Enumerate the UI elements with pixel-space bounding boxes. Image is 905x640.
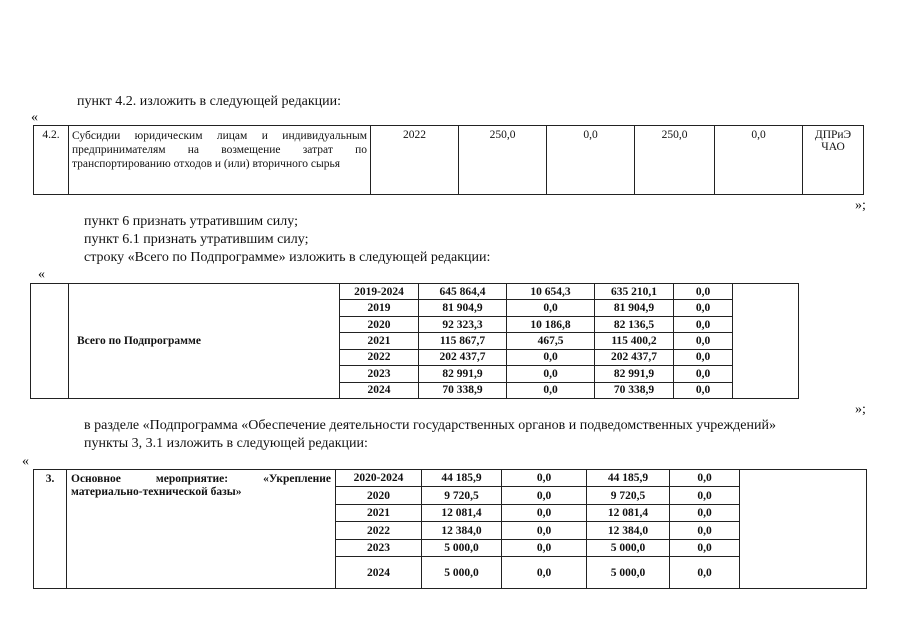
cell-total: 9 720,5	[422, 487, 502, 504]
cell-federal: 0,0	[507, 382, 595, 398]
cell-other: 0,0	[674, 284, 733, 300]
table-subprogram-total	[30, 283, 799, 399]
cell-other: 0,0	[674, 366, 733, 382]
cell-federal: 467,5	[507, 333, 595, 349]
cell-total: 115 867,7	[419, 333, 507, 349]
empty-cell	[740, 470, 867, 589]
row-number: 3.	[34, 470, 67, 589]
paragraph-p1: пункт 4.2. изложить в следующей редакции:	[77, 94, 341, 109]
cell-total: 12 081,4	[422, 504, 502, 521]
cell-other: 0,0	[715, 126, 803, 195]
cell-other: 0,0	[670, 504, 740, 521]
cell-total: 645 864,4	[419, 284, 507, 300]
open-quote-1: «	[31, 110, 38, 125]
cell-regional: 5 000,0	[587, 539, 670, 556]
cell-total: 81 904,9	[419, 300, 507, 316]
open-quote-2: «	[38, 267, 45, 282]
cell-federal: 0,0	[507, 366, 595, 382]
cell-federal: 0,0	[502, 487, 587, 504]
cell-period: 2020	[336, 487, 422, 504]
cell-regional: 81 904,9	[595, 300, 674, 316]
cell-period: 2021	[336, 504, 422, 521]
cell-federal: 10 654,3	[507, 284, 595, 300]
cell-regional: 12 384,0	[587, 522, 670, 539]
cell-federal: 0,0	[502, 470, 587, 487]
cell-other: 0,0	[670, 557, 740, 589]
cell-federal: 10 186,8	[507, 316, 595, 332]
table-4-2	[33, 125, 864, 195]
paragraph-p6: пункты 3, 3.1 изложить в следующей редакции:	[84, 436, 368, 451]
cell-regional: 82 991,9	[595, 366, 674, 382]
cell-federal: 0,0	[502, 522, 587, 539]
open-quote-3: «	[22, 454, 29, 469]
cell-other: 0,0	[670, 539, 740, 556]
cell-total: 202 437,7	[419, 349, 507, 365]
cell-total: 70 338,9	[419, 382, 507, 398]
cell-period: 2022	[340, 349, 419, 365]
cell-total: 82 991,9	[419, 366, 507, 382]
cell-total: 5 000,0	[422, 539, 502, 556]
cell-other: 0,0	[674, 316, 733, 332]
cell-other: 0,0	[674, 333, 733, 349]
empty-cell	[733, 284, 799, 399]
paragraph-p2: пункт 6 признать утратившим силу;	[84, 214, 298, 229]
cell-federal: 0,0	[507, 300, 595, 316]
cell-other: 0,0	[670, 487, 740, 504]
cell-regional: 5 000,0	[587, 557, 670, 589]
cell-regional: 202 437,7	[595, 349, 674, 365]
cell-other: 0,0	[674, 300, 733, 316]
cell-federal: 0,0	[502, 504, 587, 521]
cell-period: 2023	[340, 366, 419, 382]
row-label: Всего по Подпрограмме	[69, 284, 340, 399]
cell-regional: 250,0	[635, 126, 715, 195]
cell-regional: 70 338,9	[595, 382, 674, 398]
paragraph-p4: строку «Всего по Подпрограмме» изложить в следующей редакции:	[84, 250, 491, 265]
cell-total: 44 185,9	[422, 470, 502, 487]
cell-period: 2024	[340, 382, 419, 398]
cell-other: 0,0	[670, 522, 740, 539]
close-quote-2: »;	[855, 402, 866, 417]
cell-period: 2020	[340, 316, 419, 332]
cell-federal: 0,0	[502, 557, 587, 589]
cell-total: 250,0	[459, 126, 547, 195]
cell-federal: 0,0	[547, 126, 635, 195]
cell-other: 0,0	[670, 470, 740, 487]
paragraph-p5: в разделе «Подпрограмма «Обеспечение деятельности государственных органов и подведомственных учреждений»	[84, 418, 776, 433]
empty-cell	[31, 284, 69, 399]
cell-regional: 82 136,5	[595, 316, 674, 332]
cell-total: 5 000,0	[422, 557, 502, 589]
cell-regional: 115 400,2	[595, 333, 674, 349]
cell-period: 2023	[336, 539, 422, 556]
cell-period: 2021	[340, 333, 419, 349]
paragraph-p3: пункт 6.1 признать утратившим силу;	[84, 232, 309, 247]
cell-period: 2019	[340, 300, 419, 316]
close-quote-1: »;	[855, 198, 866, 213]
cell-year: 2022	[371, 126, 459, 195]
cell-period: 2019-2024	[340, 284, 419, 300]
cell-federal: 0,0	[507, 349, 595, 365]
cell-regional: 9 720,5	[587, 487, 670, 504]
cell-total: 92 323,3	[419, 316, 507, 332]
row-description: Основное мероприятие: «Укрепление материально-технической базы»	[67, 470, 336, 589]
table-item-3	[33, 469, 867, 589]
row-description: Субсидии юридическим лицам и индивидуальным предпринимателям на возмещение затрат по транспортированию отходов и (или) вторичного сырья	[69, 126, 371, 195]
cell-period: 2024	[336, 557, 422, 589]
cell-other: 0,0	[674, 349, 733, 365]
cell-regional: 12 081,4	[587, 504, 670, 521]
cell-executor: ДПРиЭ ЧАО	[803, 126, 864, 195]
cell-period: 2022	[336, 522, 422, 539]
cell-period: 2020-2024	[336, 470, 422, 487]
cell-total: 12 384,0	[422, 522, 502, 539]
row-number: 4.2.	[34, 126, 69, 195]
cell-federal: 0,0	[502, 539, 587, 556]
cell-regional: 635 210,1	[595, 284, 674, 300]
cell-regional: 44 185,9	[587, 470, 670, 487]
cell-other: 0,0	[674, 382, 733, 398]
